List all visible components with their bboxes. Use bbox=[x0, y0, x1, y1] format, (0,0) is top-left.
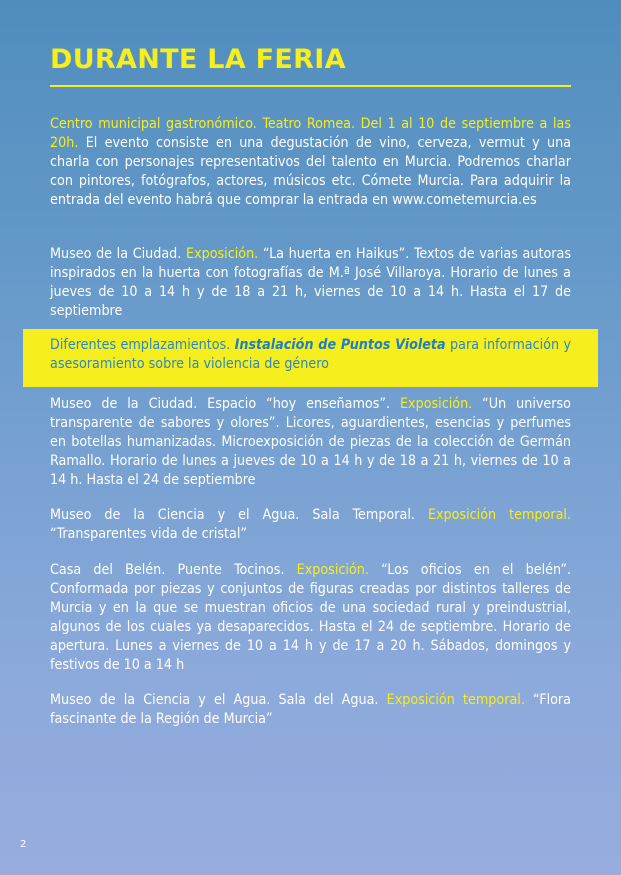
event-entry-transparentes bbox=[50, 506, 571, 544]
entry-highlight: Exposición temporal. bbox=[386, 692, 525, 708]
entry-highlight: Centro municipal gastronómico. Teatro Romea. Del 1 al 10 de septiembre a las 20h. bbox=[50, 116, 571, 151]
entry-text: “La huerta en Haikus”. Textos de varias autoras inspirados en la huerta con fotografías de M.ª José Villaroya. Horario de lunes a jueves de 10 a 14 h y de 18 a 21 h, viernes de 10 a 14 h. Hasta el 17 de septiembre bbox=[50, 246, 571, 319]
entry-text: “Los oficios en el belén”. Conformada por piezas y conjuntos de figuras creadas por distintos talleres de Murcia y en la que se muestran oficios de una sociedad rural y preindustrial, algunos de los cuales ya desaparecidos. Hasta el 24 de septiembre. Horario de apertura. Lunes a viernes de 10 a 14 h y de 17 a 20 h. Sábados, domingos y festivos de 10 a 14 h bbox=[50, 562, 571, 673]
title-underline bbox=[50, 85, 571, 87]
entry-text: para información y asesoramiento sobre la violencia de género bbox=[50, 337, 571, 372]
entry-lead: Museo de la Ciencia y el Agua. Sala Temporal. bbox=[50, 507, 428, 523]
entry-highlight: Exposición temporal. bbox=[427, 507, 572, 523]
entry-highlight: Exposición. bbox=[399, 396, 473, 412]
entry-highlight: Exposición. bbox=[296, 562, 369, 578]
event-entry-gastronomico bbox=[50, 115, 571, 210]
entry-highlight: Exposición. bbox=[186, 246, 259, 262]
entry-lead: Museo de la Ciudad. bbox=[50, 246, 186, 262]
entry-lead: Casa del Belén. Puente Tocinos. bbox=[50, 562, 297, 578]
event-entry-universo-transparente bbox=[50, 395, 571, 490]
entry-highlight: Instalación de Puntos Violeta bbox=[234, 337, 446, 353]
entry-text: “Transparentes vida de cristal” bbox=[50, 526, 248, 542]
puntos-violeta-banner bbox=[23, 329, 598, 387]
entry-lead: Museo de la Ciudad. Espacio “hoy enseñamos”. bbox=[50, 396, 400, 412]
page-number: 2 bbox=[20, 839, 27, 850]
event-entry-puntos-violeta bbox=[50, 336, 571, 374]
event-entry-haikus bbox=[50, 245, 571, 321]
entry-text: “Flora fascinante de la Región de Murcia” bbox=[50, 692, 571, 727]
entry-lead: Diferentes emplazamientos. bbox=[50, 337, 235, 353]
event-entry-flora bbox=[50, 691, 571, 729]
event-entry-oficios-belen bbox=[50, 561, 571, 675]
entry-text: El evento consiste en una degustación de vino, cerveza, vermut y una charla con personajes representativos del talento en Murcia. Podremos charlar con pintores, fotógrafos, actores, músicos etc. Cómete Murcia. Para adquirir la entrada del evento habrá que comprar la entrada en www.cometemurcia.es bbox=[50, 135, 571, 208]
section-title: DURANTE LA FERIA bbox=[50, 44, 346, 75]
entry-text: “Un universo transparente de sabores y olores”. Licores, aguardientes, esencias y perfumes en botellas humanizadas. Microexposición de piezas de la colección de Germán Ramallo. Horario de lunes a jueves de 10 a 14 h y de 18 a 21 h, viernes de 10 a 14 h. Hasta el 24 de septiembre bbox=[50, 396, 571, 488]
entry-lead: Museo de la Ciencia y el Agua. Sala del Agua. bbox=[50, 692, 387, 708]
